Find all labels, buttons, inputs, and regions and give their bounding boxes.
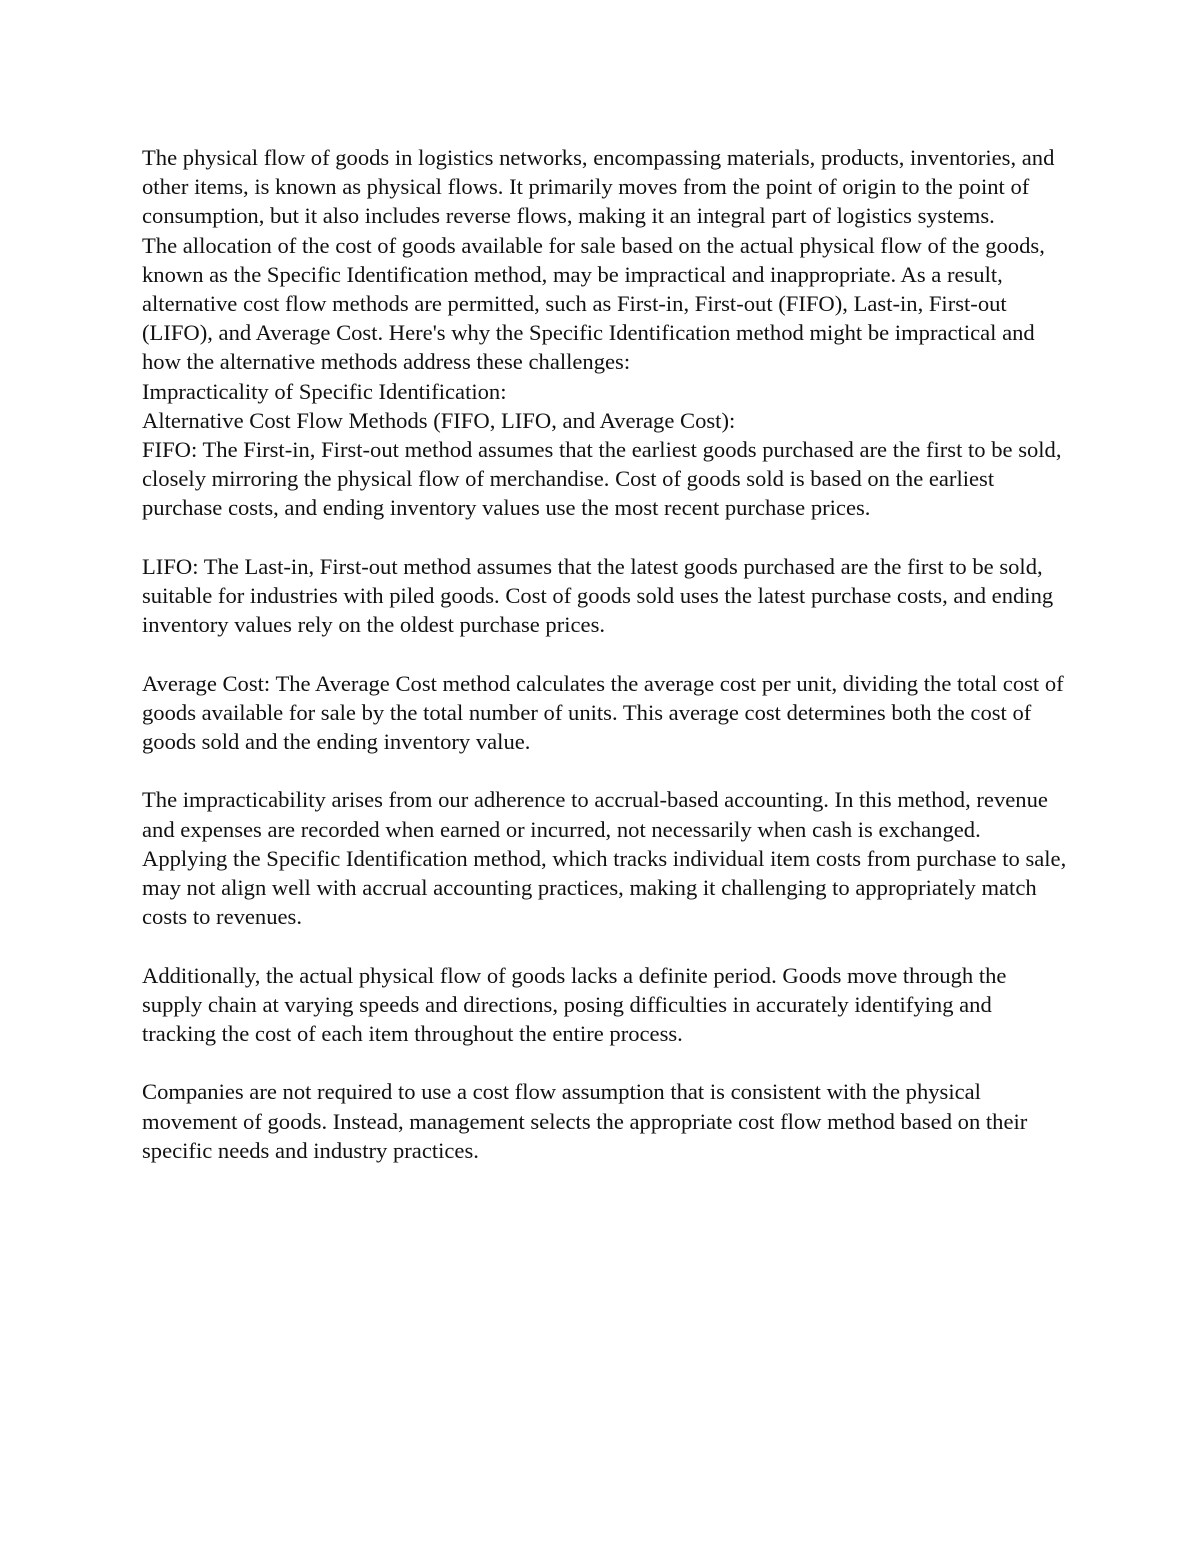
paragraph-cost-allocation: The allocation of the cost of goods available for sale based on the actual physical flow of the goods, known as the Specific Identification method, may be impractical and inappropriate. As a result, alternative cost flow methods are permitted, such as First-in, First-out (FIFO), Last-in, First-out (LIFO), and Average Cost. Here's why the Specific Identification method might be impractical and how the alternative methods address these challenges: (142, 232, 1045, 375)
paragraph-average-cost: Average Cost: The Average Cost method calculates the average cost per unit, dividing the total cost of goods available for sale by the total number of units. This average cost determines both the cost of goods sold and the ending inventory value. (142, 670, 1064, 755)
paragraph-spacer (142, 523, 1067, 552)
paragraph-physical-flow: The physical flow of goods in logistics networks, encompassing materials, products, inventories, and other items, is known as physical flows. It primarily moves from the point of origin to the point of consumption, but it also includes reverse flows, making it an integral part of logistics systems. (142, 145, 1055, 229)
paragraph-lifo: LIFO: The Last-in, First-out method assumes that the latest goods purchased are the first to be sold, suitable for industries with piled goods. Cost of goods sold uses the latest purchase costs, and ending inventory values rely on the oldest purchase prices. (142, 553, 1054, 638)
paragraph-management-selection: Companies are not required to use a cost flow assumption that is consistent with the physical movement of goods. Instead, management selects the appropriate cost flow method based on their specific needs and industry practices. (142, 1079, 1028, 1163)
paragraph-definite-period: Additionally, the actual physical flow of goods lacks a definite period. Goods move through the supply chain at varying speeds and directions, posing difficulties in accurately identifying and tracking the cost of each item throughout the entire process. (142, 962, 1007, 1047)
heading-alternative-methods: Alternative Cost Flow Methods (FIFO, LIFO, and Average Cost): (142, 407, 736, 433)
paragraph-spacer (142, 756, 1067, 785)
paragraph-spacer (142, 639, 1067, 668)
document-body (142, 143, 1067, 1165)
paragraph-fifo: FIFO: The First-in, First-out method assumes that the earliest goods purchased are the first to be sold, closely mirroring the physical flow of merchandise. Cost of goods sold is based on the earliest purchase costs, and ending inventory values use the most recent purchase prices. (142, 437, 1062, 521)
paragraph-accrual-accounting: The impracticability arises from our adherence to accrual-based accounting. In this method, revenue and expenses are recorded when earned or incurred, not necessarily when cash is exchanged. Applying the Specific Identification method, which tracks individual item costs from purchase to sale, may not align well with accrual accounting practices, making it challenging to appropriately match costs to revenues. (142, 787, 1067, 930)
paragraph-spacer (142, 1048, 1067, 1077)
heading-impracticality: Impracticality of Specific Identification: (142, 378, 507, 404)
paragraph-spacer (142, 931, 1067, 960)
